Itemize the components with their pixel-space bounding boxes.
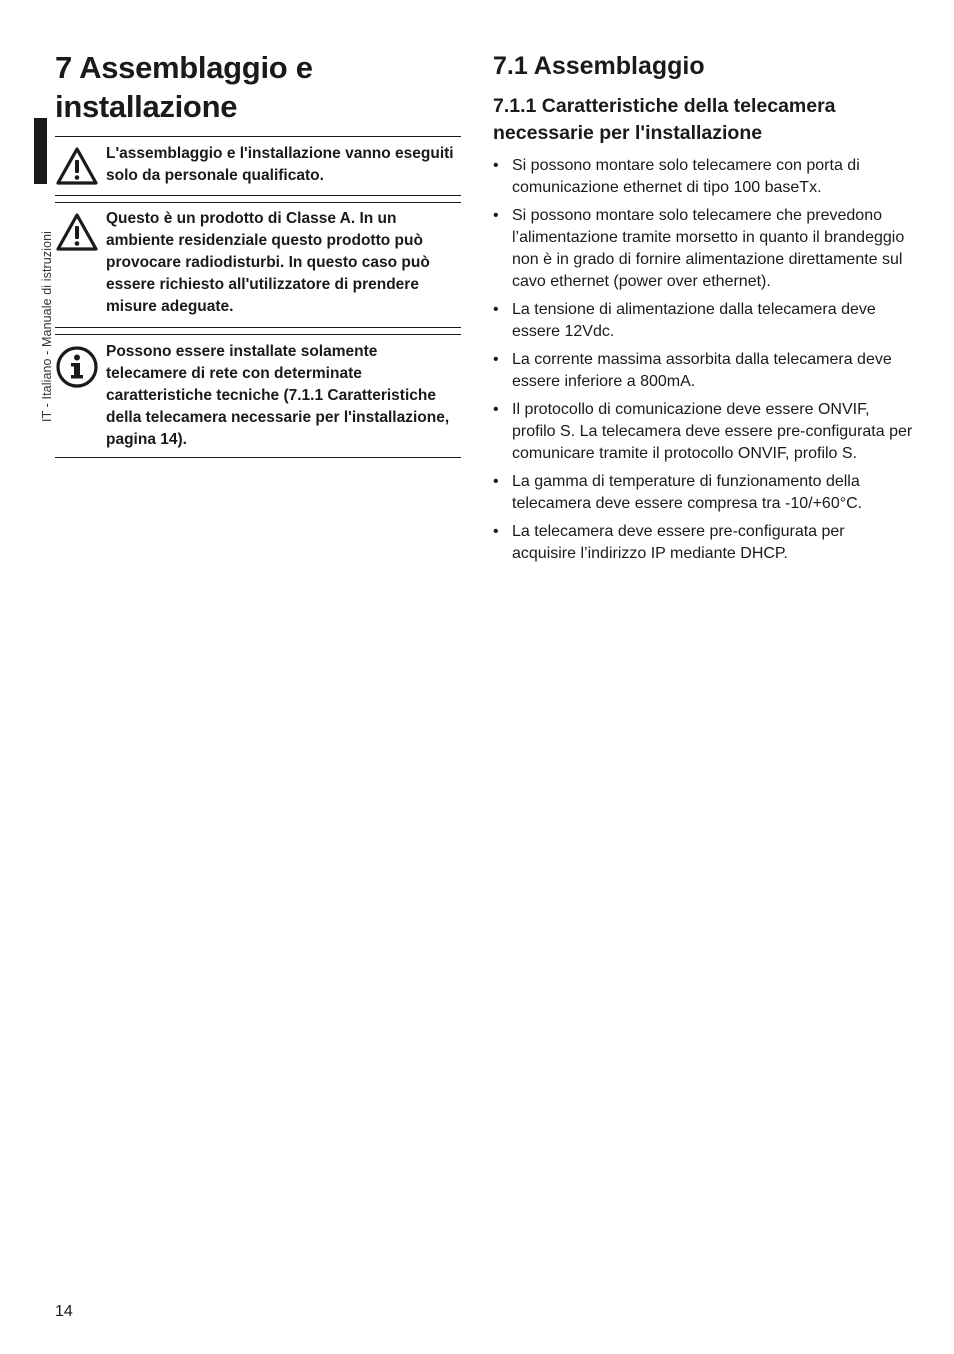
list-item-text: La tensione di alimentazione dalla telecamera deve essere 12Vdc. [512, 301, 876, 340]
warning-triangle-icon [55, 146, 99, 190]
list-item-text: Si possono montare solo telecamere che prevedono l’alimentazione tramite morsetto in quanto il brandeggio non è in grado di fornire alimentazione direttamente sul cavo ethernet (power over ethernet). [512, 207, 905, 290]
list-item [493, 349, 913, 393]
page-number: 14 [55, 1303, 73, 1320]
bullet-point: • [493, 523, 499, 540]
sidebar-language-label: IT - Italiano - Manuale di istruzioni [40, 230, 54, 422]
list-item [493, 471, 913, 515]
notice-network-cameras [55, 334, 461, 458]
chapter-title: 7 Assemblaggio e installazione [55, 50, 313, 124]
section-column [493, 50, 913, 571]
bullet-point: • [493, 401, 499, 418]
notice-class-a [55, 202, 461, 328]
notice-qualified-personnel [55, 136, 461, 196]
bullet-point: • [493, 351, 499, 368]
notice-text: L'assemblaggio e l'installazione vanno eseguiti solo da personale qualificato. [106, 145, 454, 184]
list-item [493, 155, 913, 199]
side-tab-marker [34, 118, 47, 184]
bullet-point: • [493, 157, 499, 174]
list-item-text: La corrente massima assorbita dalla telecamera deve essere inferiore a 800mA. [512, 351, 892, 390]
list-item-text: La gamma di temperature di funzionamento della telecamera deve essere compresa tra -10/+60°C. [512, 473, 863, 512]
warning-triangle-icon [55, 212, 99, 256]
info-circle-icon [55, 345, 99, 389]
notice-text: Questo è un prodotto di Classe A. In un ambiente residenziale questo prodotto può provocare radiodisturbi. In questo caso può essere richiesto all'utilizzatore di prendere misure adeguate. [106, 210, 430, 315]
list-item [493, 205, 913, 293]
bullet-point: • [493, 207, 499, 224]
list-item [493, 521, 913, 565]
bullet-point: • [493, 473, 499, 490]
subsection-title: 7.1.1 Caratteristiche della telecamera necessarie per l'installazione [493, 95, 836, 144]
list-item [493, 299, 913, 343]
list-item-text: La telecamera deve essere pre-configurata per acquisire l’indirizzo IP mediante DHCP. [512, 523, 845, 562]
list-item-text: Si possono montare solo telecamere con porta di comunicazione ethernet di tipo 100 baseTx. [512, 157, 860, 196]
section-title: 7.1 Assemblaggio [493, 52, 705, 80]
requirements-list [493, 155, 913, 565]
list-item [493, 399, 913, 465]
bullet-point: • [493, 301, 499, 318]
list-item-text: Il protocollo di comunicazione deve essere ONVIF, profilo S. La telecamera deve essere pre-configurata per comunicare tramite il protocollo ONVIF, profilo S. [512, 401, 913, 462]
notice-text: Possono essere installate solamente telecamere di rete con determinate caratteristiche tecniche (7.1.1 Caratteristiche della telecamera necessarie per l'installazione, pagina 14). [106, 343, 450, 448]
